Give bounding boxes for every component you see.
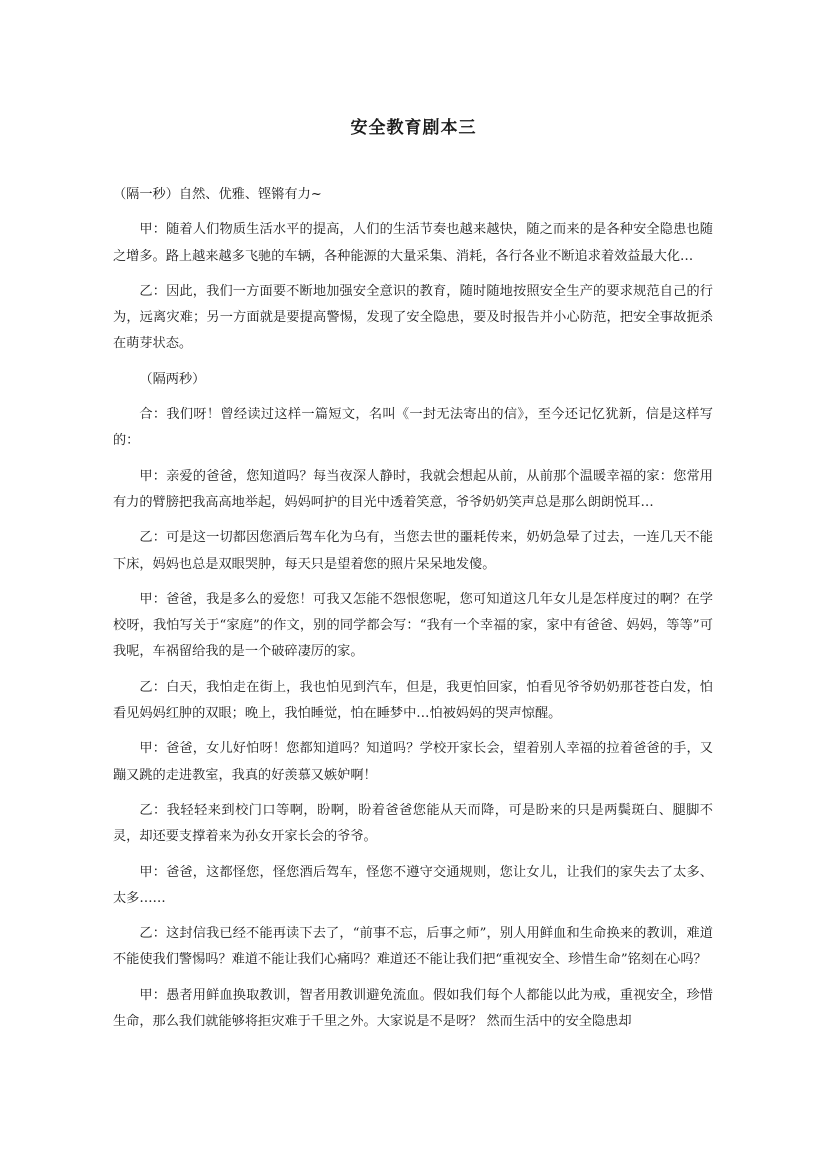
dialogue-paragraph: 甲：随着人们物质生活水平的提高，人们的生活节奏也越来越快，随之而来的是各种安全隐患也随之增多。路上越来越多飞驰的车辆，各种能源的大量采集、消耗，各行各业不断追求着效益最大化… xyxy=(113,222,713,264)
dialogue-paragraph: 甲：爸爸，我是多么的爱您！可我又怎能不怨恨您呢，您可知道这几年女儿是怎样度过的啊？在学校呀，我怕写关于“家庭”的作文，别的同学都会写：“我有一个幸福的家，家中有爸爸、妈妈，等等”可我呢，车祸留给我的是一个破碎凄厉的家。 xyxy=(113,591,713,660)
document-body xyxy=(113,182,713,1044)
dialogue-paragraph: 乙：因此，我们一方面要不断地加强安全意识的教育，随时随地按照安全生产的要求规范自己的行为，远离灾难；另一方面就是要提高警惕，发现了安全隐患，要及时报告并小心防范，把安全事故扼杀在萌芽状态。 xyxy=(113,283,713,352)
dialogue-paragraph: 甲：爸爸，这都怪您，怪您酒后驾车，怪您不遵守交通规则，您让女儿，让我们的家失去了太多、太多…… xyxy=(113,864,713,906)
dialogue-paragraph: 甲：爸爸，女儿好怕呀！您都知道吗？知道吗？学校开家长会，望着别人幸福的拉着爸爸的手，又蹦又跳的走进教室，我真的好羡慕又嫉妒啊！ xyxy=(113,741,713,783)
dialogue-paragraph: 乙：这封信我已经不能再读下去了，“前事不忘，后事之师”，别人用鲜血和生命换来的教训，难道不能使我们警惕吗？难道不能让我们心痛吗？难道还不能让我们把“重视安全、珍惜生命”铭刻在心吗？ xyxy=(113,926,713,968)
document-title: 安全教育剧本三 xyxy=(350,118,477,138)
dialogue-paragraph: 甲：亲爱的爸爸，您知道吗？每当夜深人静时，我就会想起从前，从前那个温暖幸福的家：您常用有力的臂膀把我高高地举起，妈妈呵护的目光中透着笑意，爷爷奶奶笑声总是那么朗朗悦耳… xyxy=(113,468,713,510)
dialogue-paragraph: 甲：愚者用鲜血换取教训，智者用教训避免流血。假如我们每个人都能以此为戒，重视安全，珍惜生命，那么我们就能够将拒灾难于千里之外。大家说是不是呀？ 然而生活中的安全隐患却 xyxy=(113,987,713,1030)
dialogue-paragraph: 乙：可是这一切都因您酒后驾车化为乌有，当您去世的噩耗传来，奶奶急晕了过去，一连几天不能下床，妈妈也总是双眼哭肿，每天只是望着您的照片呆呆地发傻。 xyxy=(113,530,713,572)
dialogue-paragraph: 乙：白天，我怕走在街上，我也怕见到汽车，但是，我更怕回家，怕看见爷爷奶奶那苍苍白发，怕看见妈妈红肿的双眼；晚上，我怕睡觉，怕在睡梦中…怕被妈妈的哭声惊醒。 xyxy=(113,679,713,722)
stage-direction-1: （隔一秒）自然、优雅、铿锵有力~ xyxy=(113,187,322,202)
dialogue-paragraph: 乙：我轻轻来到校门口等啊，盼啊，盼着爸爸您能从天而降，可是盼来的只是两鬓斑白、腿脚不灵，却还要支撑着来为孙女开家长会的爷爷。 xyxy=(113,802,713,845)
dialogue-paragraph: 合：我们呀！曾经读过这样一篇短文，名叫《一封无法寄出的信》，至今还记忆犹新，信是这样写的： xyxy=(113,407,713,449)
stage-direction-2: （隔两秒） xyxy=(139,371,206,387)
